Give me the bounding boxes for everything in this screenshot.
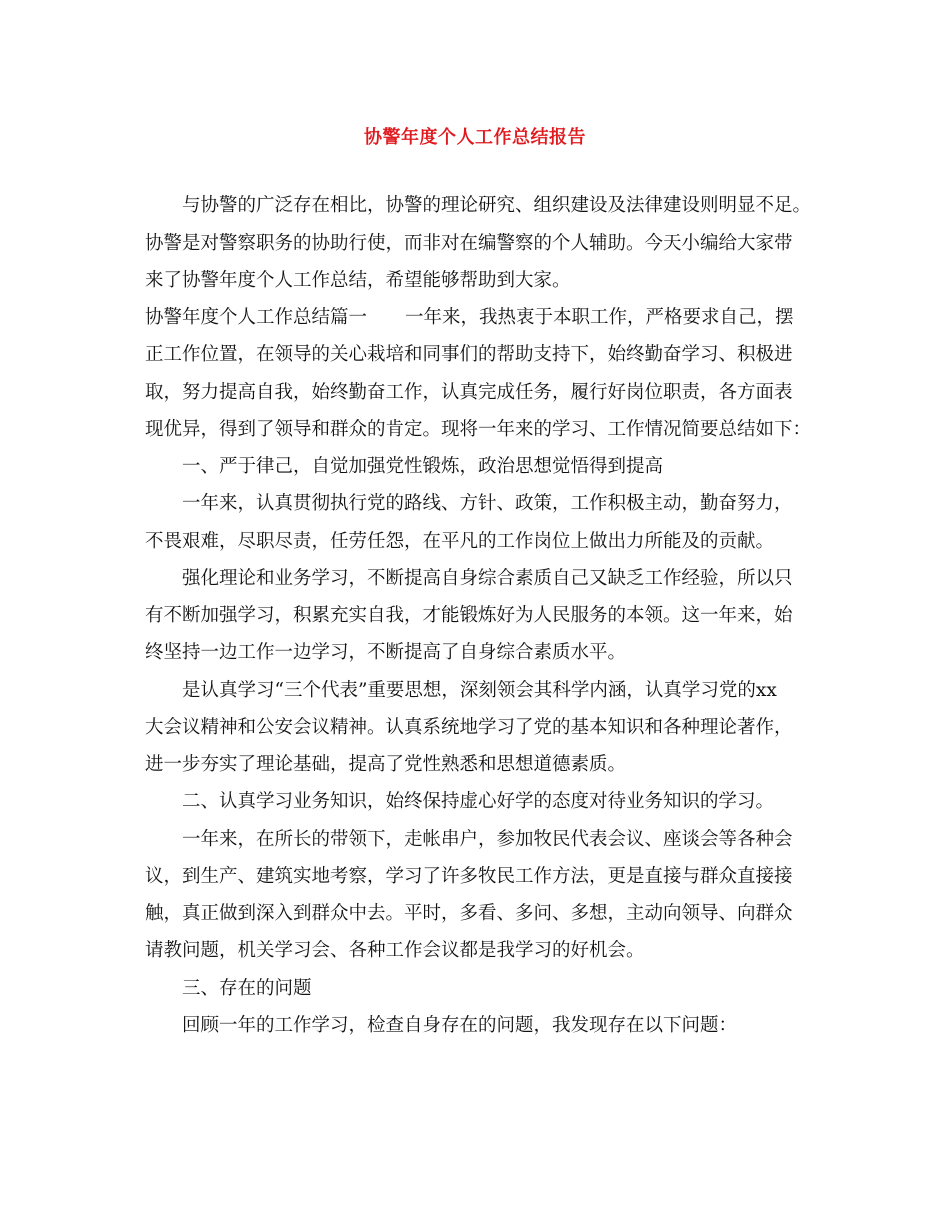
- section-heading-line: [145, 306, 794, 330]
- subheading-line: 一、严于律己，自觉加强党性锻炼，政治思想觉悟得到提高: [182, 456, 664, 477]
- paragraph-line: 回顾一年的工作学习，检查自身存在的问题，我发现存在以下问题：: [182, 1015, 738, 1036]
- paragraph-line: 一年来，认真贯彻执行党的路线、方针、政策，工作积极主动，勤奋努力，: [182, 493, 793, 514]
- paragraph-line: 大会议精神和公安会议精神。认真系统地学习了党的基本知识和各种理论著作，: [145, 717, 793, 738]
- subheading-line: 三、存在的问题: [182, 978, 312, 999]
- paragraph-line: 强化理论和业务学习，不断提高自身综合素质自己又缺乏工作经验，所以只: [182, 568, 793, 589]
- paragraph-line: 不畏艰难，尽职尽责，任劳任怨，在平凡的工作岗位上做出力所能及的贡献。: [145, 531, 775, 552]
- paragraph-line: 进一步夯实了理论基础，提高了党性熟悉和思想道德素质。: [145, 754, 627, 775]
- paragraph-line: 终坚持一边工作一边学习，不断提高了自身综合素质水平。: [145, 642, 627, 663]
- paragraph-line: 有不断加强学习，积累充实自我，才能锻炼好为人民服务的本领。这一年来，始: [145, 605, 793, 626]
- subheading-line: 二、认真学习业务知识，始终保持虚心好学的态度对待业务知识的学习。: [182, 791, 775, 812]
- paragraph-line: 正工作位置，在领导的关心栽培和同事们的帮助支持下，始终勤奋学习、积极进: [145, 344, 793, 365]
- document-title: 协警年度个人工作总结报告: [364, 127, 586, 148]
- paragraph-line: 取，努力提高自我，始终勤奋工作，认真完成任务，履行好岗位职责，各方面表: [145, 382, 793, 403]
- paragraph-line: 请教问题，机关学习会、各种工作会议都是我学习的好机会。: [145, 940, 645, 961]
- paragraph-line: 现优异，得到了领导和群众的肯定。现将一年来的学习、工作情况简要总结如下：: [145, 419, 812, 440]
- paragraph-text: 一年来，我热衷于本职工作，严格要求自己，摆: [405, 307, 794, 328]
- paragraph-line: 协警是对警察职务的协助行使，而非对在编警察的个人辅助。今天小编给大家带: [145, 233, 793, 254]
- paragraph-line: 议，到生产、建筑实地考察，学习了许多牧民工作方法，更是直接与群众直接接: [145, 866, 793, 887]
- paragraph-line: 与协警的广泛存在相比，协警的理论研究、组织建设及法律建设则明显不足。: [182, 195, 812, 216]
- section-heading: 协警年度个人工作总结篇一: [145, 307, 368, 328]
- paragraph-line: 一年来，在所长的带领下，走帐串户，参加牧民代表会议、座谈会等各种会: [182, 829, 793, 850]
- paragraph-line: 是认真学习“三个代表”重要思想，深刻领会其科学内涵，认真学习党的xx: [182, 680, 777, 701]
- paragraph-line: 触，真正做到深入到群众中去。平时，多看、多问、多想，主动向领导、向群众: [145, 903, 793, 924]
- paragraph-line: 来了协警年度个人工作总结，希望能够帮助到大家。: [145, 270, 571, 291]
